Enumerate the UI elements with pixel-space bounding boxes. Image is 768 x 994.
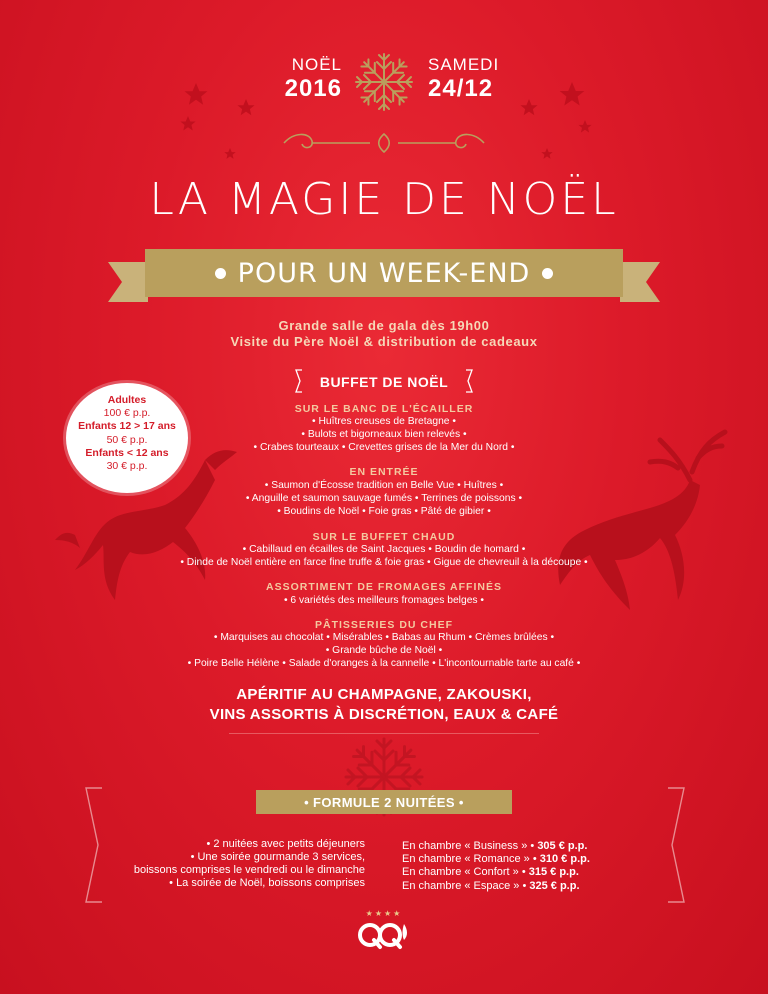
- formule-title: • FORMULE 2 NUITÉES •: [256, 790, 512, 814]
- ornament-divider: [274, 128, 494, 158]
- menu-line: • Bulots et bigorneaux bien relevés •: [301, 429, 467, 440]
- room-row: [402, 840, 662, 853]
- aperitif-line-1: APÉRITIF AU CHAMPAGNE, ZAKOUSKI,: [236, 686, 532, 703]
- room-label: En chambre « Romance » •: [402, 853, 540, 866]
- room-price: 310 € p.p.: [539, 853, 590, 866]
- menu-line: • Huîtres creuses de Bretagne •: [311, 416, 456, 427]
- menu-line: • Anguille et saumon sauvage fumés • Terrines de poissons •: [245, 493, 523, 504]
- snowflake-icon: [352, 50, 416, 114]
- badge-line: Adultes: [107, 394, 147, 406]
- section-title: PÂTISSERIES DU CHEF: [314, 619, 454, 631]
- header-left: [262, 55, 342, 103]
- room-price: 305 € p.p.: [537, 840, 588, 852]
- hotel-logo-icon: [358, 920, 412, 950]
- banner-text: POUR UN WEEK-END: [237, 257, 531, 289]
- logo-stars: ★★★★: [365, 909, 403, 918]
- header-right: [428, 55, 528, 103]
- badge-line: Enfants < 12 ans: [85, 446, 169, 459]
- room-price: 325 € p.p.: [529, 879, 580, 892]
- menu-line: • Saumon d'Écosse tradition en Belle Vue • Huîtres •: [264, 480, 504, 491]
- section-title: EN ENTRÉE: [349, 466, 419, 478]
- room-row: [402, 866, 662, 879]
- menu-line: • Marquises au chocolat • Misérables • Babas au Rhum • Crèmes brûlées •: [213, 632, 555, 643]
- subtitle-line-1: Grande salle de gala dès 19h00: [278, 318, 490, 333]
- formule-bullet: • 2 nuitées avec petits déjeuners: [206, 838, 365, 850]
- header-date: 24/12: [428, 75, 494, 102]
- header-right-small: SAMEDI: [428, 55, 500, 74]
- formule-bullets: [95, 838, 365, 890]
- divider: [229, 733, 539, 734]
- bullet-icon: [542, 268, 553, 279]
- aperitif-line-2: VINS ASSORTIS À DISCRÉTION, EAUX & CAFÉ: [209, 706, 559, 723]
- badge-line: 100 € p.p.: [103, 407, 151, 420]
- room-label: En chambre « Business » •: [402, 840, 538, 852]
- header-left-small: NOËL: [291, 55, 342, 74]
- header-year: 2016: [284, 75, 342, 102]
- badge-line: Enfants 12 > 17 ans: [78, 420, 176, 433]
- formule-bullet: • Une soirée gourmande 3 services,: [190, 851, 365, 863]
- section-title: SUR LE BUFFET CHAUD: [312, 531, 456, 543]
- room-price: 315 € p.p.: [528, 866, 579, 879]
- menu-line: • Crabes tourteaux • Crevettes grises de la Mer du Nord •: [253, 442, 515, 453]
- room-row: [402, 880, 662, 893]
- menu-line: • 6 variétés des meilleurs fromages belges •: [283, 595, 485, 606]
- section-title: SUR LE BANC DE L'ÉCAILLER: [294, 403, 474, 415]
- main-title: LA MAGIE DE NOËL: [149, 174, 619, 225]
- badge-line: 30 € p.p.: [106, 460, 148, 473]
- bullet-icon: [215, 268, 226, 279]
- menu-line: • Poire Belle Hélène • Salade d'oranges à la cannelle • L'incontournable tarte au café •: [187, 658, 581, 669]
- subtitle-line-2: Visite du Père Noël & distribution de cadeaux: [230, 334, 538, 349]
- menu-line: • Cabillaud en écailles de Saint Jacques • Boudin de homard •: [242, 544, 526, 555]
- menu-line: • Dinde de Noël entière en farce fine truffe & foie gras • Gigue de chevreuil à la découpe •: [180, 557, 588, 568]
- banner: [145, 249, 623, 297]
- formule-bullet: • La soirée de Noël, boissons comprises: [169, 877, 365, 889]
- section-title: ASSORTIMENT DE FROMAGES AFFINÉS: [266, 581, 502, 593]
- room-label: En chambre « Confort » •: [402, 866, 529, 879]
- buffet-title: BUFFET DE NOËL: [319, 374, 449, 390]
- menu-line: • Boudins de Noël • Foie gras • Pâté de gibier •: [277, 506, 491, 517]
- room-label: En chambre « Espace » •: [402, 879, 530, 892]
- room-prices: [402, 840, 662, 893]
- badge-line: 50 € p.p.: [106, 433, 148, 446]
- room-row: [402, 853, 662, 866]
- formule-bullet: boissons comprises le vendredi ou le dimanche: [133, 864, 365, 876]
- menu-line: • Grande bûche de Noël •: [325, 645, 443, 656]
